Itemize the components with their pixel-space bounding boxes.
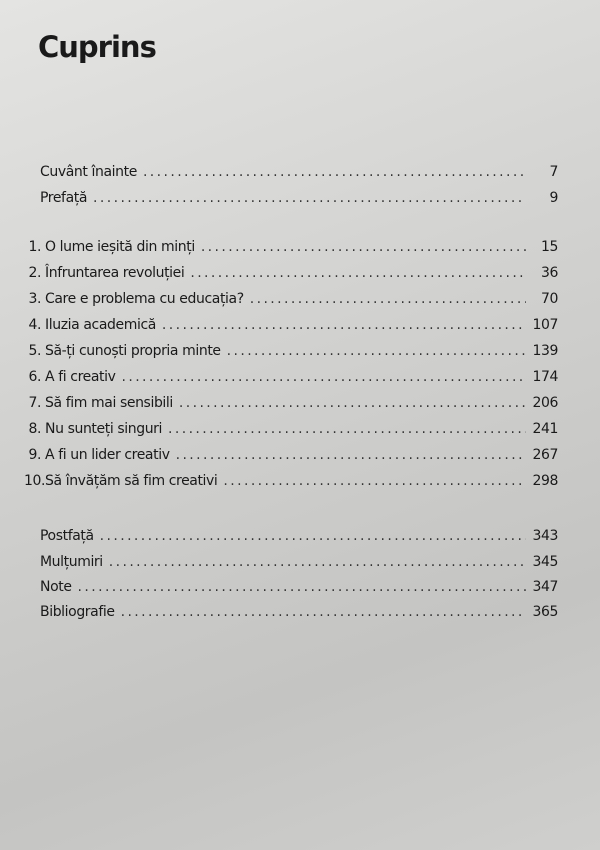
- toc-label: Care e problema cu educația?: [45, 291, 244, 307]
- toc-page: 15: [540, 239, 558, 255]
- toc-label: O lume ieșită din minți: [45, 239, 195, 255]
- page-title: Cuprins: [38, 30, 156, 64]
- leader-dots: [179, 395, 526, 411]
- toc-entry: [40, 604, 558, 626]
- toc-chapter-entry: [24, 291, 558, 313]
- leader-dots: [168, 421, 526, 437]
- toc-label: A fi un lider creativ: [45, 447, 170, 463]
- toc-label: Să-ți cunoști propria minte: [45, 343, 221, 359]
- leader-dots: [78, 579, 526, 595]
- toc-page: 139: [532, 343, 558, 359]
- toc-chapter-entry: [24, 473, 558, 495]
- toc-entry: [40, 164, 558, 186]
- chapter-number: 1.: [28, 239, 41, 255]
- leader-dots: [227, 343, 526, 359]
- toc-page: 347: [532, 579, 558, 595]
- chapter-number: 2.: [28, 265, 41, 281]
- toc-label: Postfață: [40, 528, 94, 544]
- toc-label: Nu sunteți singuri: [45, 421, 163, 437]
- leader-dots: [250, 291, 526, 307]
- toc-page: 7: [549, 164, 558, 180]
- toc-page: 343: [532, 528, 558, 544]
- toc-page: 241: [532, 421, 558, 437]
- chapter-number: 3.: [28, 291, 41, 307]
- toc-label: Mulțumiri: [40, 554, 103, 570]
- leader-dots: [143, 164, 526, 180]
- toc-entry: [40, 554, 558, 576]
- leader-dots: [93, 190, 526, 206]
- toc-page: 9: [549, 190, 558, 206]
- toc-label: Note: [40, 579, 72, 595]
- chapter-number: 8.: [28, 421, 41, 437]
- toc-label: Bibliografie: [40, 604, 115, 620]
- chapter-number: 7.: [28, 395, 41, 411]
- leader-dots: [201, 239, 526, 255]
- leader-dots: [162, 317, 526, 333]
- leader-dots: [176, 447, 526, 463]
- toc-page: 36: [540, 265, 558, 281]
- toc-page: 345: [532, 554, 558, 570]
- toc-label: Prefață: [40, 190, 88, 206]
- toc-chapter-entry: [24, 395, 558, 417]
- toc-page: 267: [532, 447, 558, 463]
- toc-chapter-entry: [24, 317, 558, 339]
- toc-label: Cuvânt înainte: [40, 164, 137, 180]
- toc-label: Iluzia academică: [45, 317, 156, 333]
- toc-entry: [40, 190, 558, 212]
- toc-label: Să învățăm să fim creativi: [45, 473, 218, 489]
- toc-page: 70: [540, 291, 558, 307]
- toc-chapter-entry: [24, 239, 558, 261]
- chapter-number: 4.: [28, 317, 41, 333]
- chapter-number: 9.: [28, 447, 41, 463]
- toc-chapter-entry: [24, 369, 558, 391]
- toc-label: Să fim mai sensibili: [45, 395, 173, 411]
- chapter-number: 5.: [28, 343, 41, 359]
- toc-page: 174: [532, 369, 558, 385]
- leader-dots: [223, 473, 526, 489]
- toc-label: Înfruntarea revoluției: [45, 265, 185, 281]
- toc-chapter-entry: [24, 447, 558, 469]
- toc-label: A fi creativ: [45, 369, 116, 385]
- toc-chapter-entry: [24, 343, 558, 365]
- toc-page: 365: [532, 604, 558, 620]
- toc-entry: [40, 579, 558, 601]
- leader-dots: [122, 369, 527, 385]
- toc-page: 298: [532, 473, 558, 489]
- toc-chapter-entry: [24, 421, 558, 443]
- leader-dots: [121, 604, 526, 620]
- leader-dots: [190, 265, 526, 281]
- chapter-number: 10.: [24, 473, 46, 489]
- toc-entry: [40, 528, 558, 550]
- toc-chapter-entry: [24, 265, 558, 287]
- toc-page: 206: [532, 395, 558, 411]
- toc-page: 107: [532, 317, 558, 333]
- chapter-number: 6.: [28, 369, 41, 385]
- leader-dots: [109, 554, 526, 570]
- leader-dots: [100, 528, 526, 544]
